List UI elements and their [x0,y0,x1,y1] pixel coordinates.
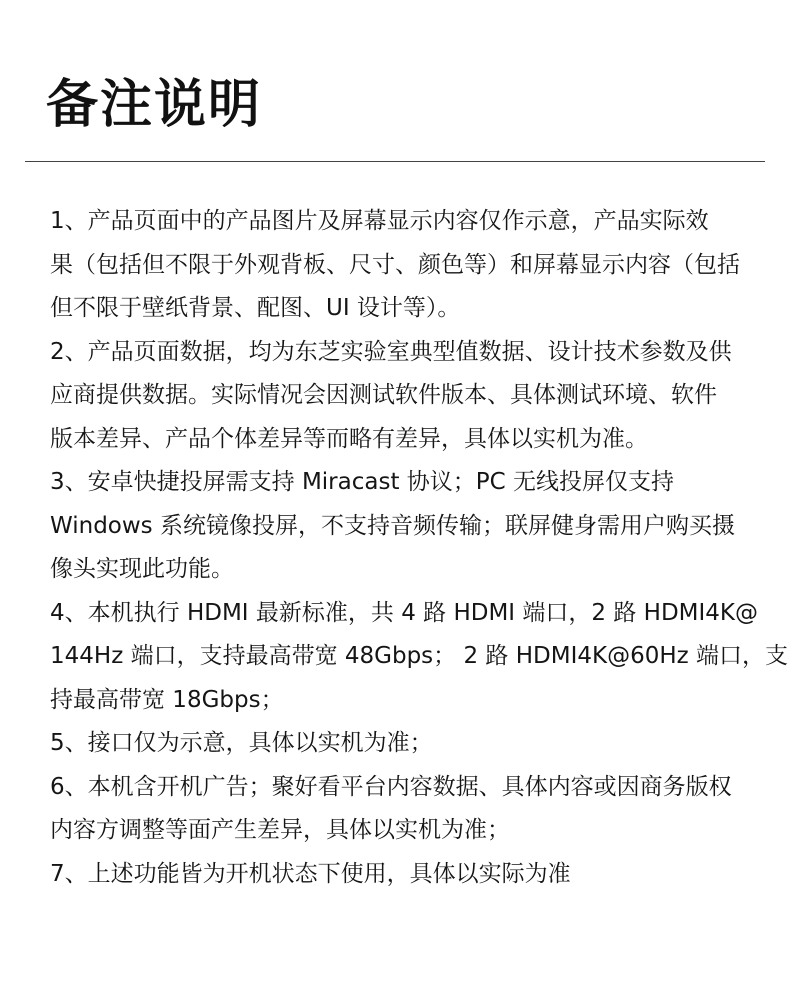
note-item-5 [50,722,750,766]
note-line: 3、安卓快捷投屏需支持 Miracast 协议；PC 无线投屏仅支持 [50,469,675,495]
note-line: 像头实现此功能。 [50,556,234,582]
note-line: 6、本机含开机广告；聚好看平台内容数据、具体内容或因商务版权 [50,773,732,800]
note-line: 应商提供数据。实际情况会因测试软件版本、具体测试环境、软件 [50,382,717,408]
note-line: 5、接口仅为示意，具体以实机为准； [50,730,433,756]
note-item-3 [50,461,750,592]
note-item-6 [50,766,750,853]
notes-list [50,200,789,896]
note-item-4 [50,592,789,723]
title-divider [25,161,765,162]
note-line: 7、上述功能皆为开机状态下使用，具体以实际为准 [50,860,571,887]
note-line: 但不限于壁纸背景、配图、UI 设计等）。 [50,295,461,321]
note-item-2 [50,331,750,462]
note-line: Windows 系统镜像投屏，不支持音频传输；联屏健身需用户购买摄 [50,512,735,539]
note-line: 1、产品页面中的产品图片及屏幕显示内容仅作示意，产品实际效 [50,208,709,234]
note-line: 持最高带宽 18Gbps； [50,686,284,713]
note-line: 版本差异、产品个体差异等而略有差异，具体以实机为准。 [50,425,648,452]
note-line: 4、本机执行 HDMI 最新标准，共 4 路 HDMI 端口，2 路 HDMI4K@ [50,599,759,626]
note-line: 果（包括但不限于外观背板、尺寸、颜色等）和屏幕显示内容（包括 [50,251,740,278]
note-line: 2、产品页面数据，均为东芝实验室典型值数据、设计技术参数及供 [50,338,732,365]
note-line: 144Hz 端口，支持最高带宽 48Gbps； 2 路 HDMI4K@60Hz 端口，支 [50,643,789,669]
note-line: 内容方调整等面产生差异，具体以实机为准； [50,817,510,843]
page-title: 备注说明 [46,75,263,135]
note-item-1 [50,200,750,331]
note-item-7 [50,853,750,897]
